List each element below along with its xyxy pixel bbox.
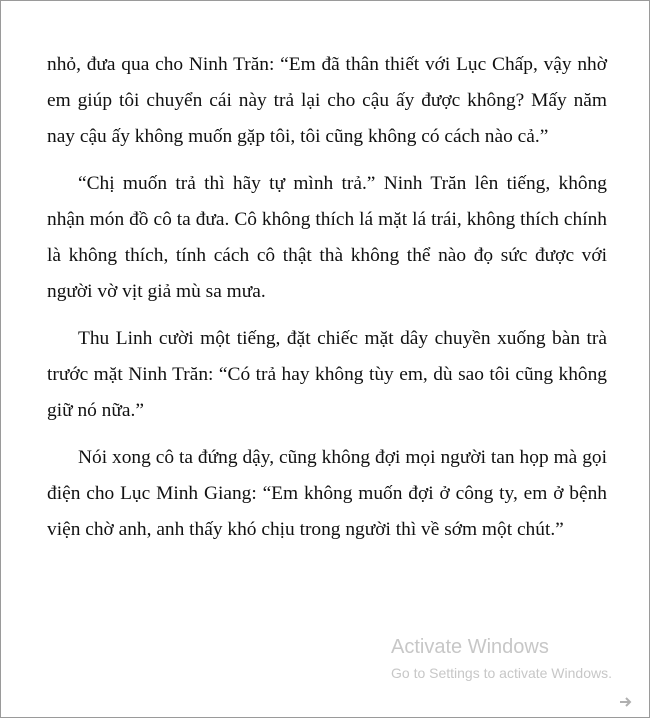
paragraph-4: Nói xong cô ta đứng dậy, cũng không đợi mọi người tan họp mà gọi điện cho Lục Minh Giang: “Em không muốn đợi ở công ty, em ở bệnh viện chờ anh, anh thấy khó chịu trong người thì về sớm một chút.” [47, 447, 607, 540]
paragraph-1: nhỏ, đưa qua cho Ninh Trăn: “Em đã thân thiết với Lục Chấp, vậy nhờ em giúp tôi chuyển cái này trả lại cho cậu ấy được không? Mấy năm nay cậu ấy không muốn gặp tôi, tôi cũng không có cách nào cả.” [47, 54, 607, 147]
page-arrow-icon[interactable] [619, 695, 633, 707]
paragraph-3: Thu Linh cười một tiếng, đặt chiếc mặt dây chuyền xuống bàn trà trước mặt Ninh Trăn: “Có trả hay không tùy em, dù sao tôi cũng không giữ nó nữa.” [47, 328, 607, 421]
activate-windows-watermark [391, 635, 612, 683]
watermark-title: Activate Windows [391, 636, 549, 658]
document-body [47, 47, 607, 559]
watermark-subtitle: Go to Settings to activate Windows. [391, 665, 612, 681]
paragraph-2: “Chị muốn trả thì hãy tự mình trả.” Ninh Trăn lên tiếng, không nhận món đồ cô ta đưa. Cô không thích lá mặt lá trái, không thích chính là không thích, tính cách cô thật thà không thể nào đọ sức được với người vờ vịt giả mù sa mưa. [47, 173, 607, 302]
